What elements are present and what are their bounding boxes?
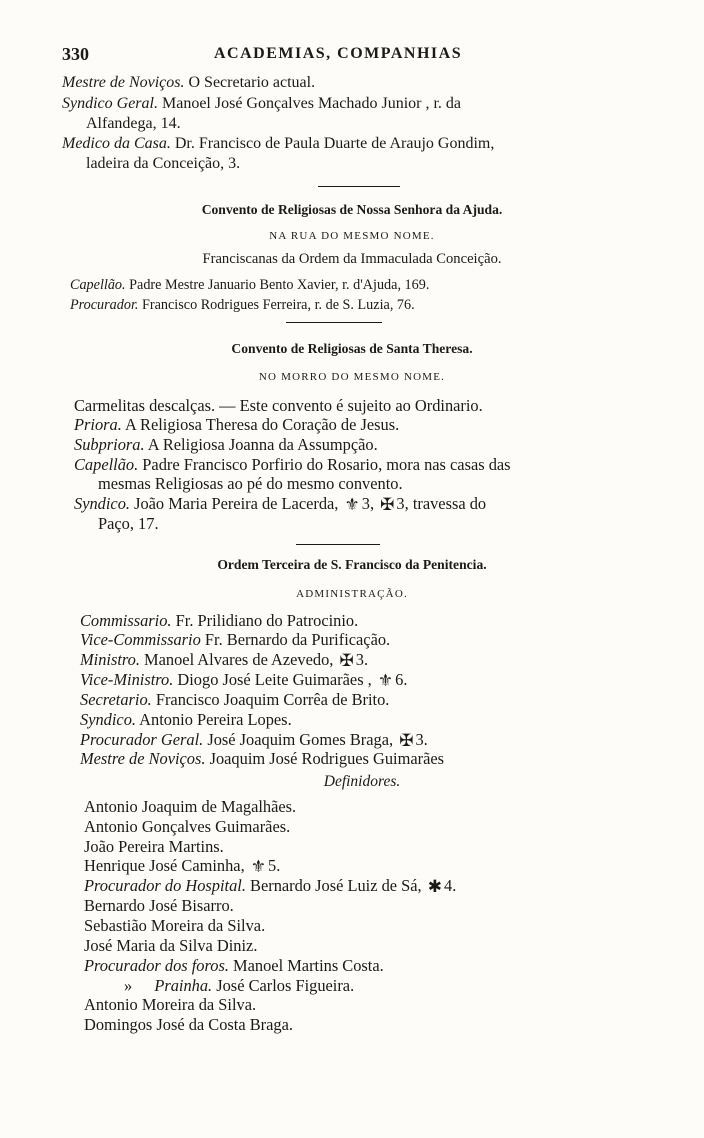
cross-icon: ✠ — [399, 731, 414, 750]
role-label: Medico da Casa. — [62, 135, 171, 152]
definidores-heading: Definidores. — [323, 773, 401, 790]
definidor-item: Domingos José da Costa Braga. — [84, 1015, 293, 1034]
entry-procurador-hospital — [84, 876, 456, 897]
entry-priora — [74, 415, 399, 435]
entry-medico-continued: ladeira da Conceição, 3. — [86, 155, 241, 172]
running-head — [62, 44, 632, 66]
section-subtitle-theresa: NO MORRO DO MESMO NOME. — [258, 371, 446, 383]
entry-ministro — [80, 650, 368, 671]
definidor-item: Antonio Joaquim de Magalhães. — [84, 797, 297, 816]
decoration-count: 3, — [396, 494, 409, 513]
entry-text: Francisco Rodrigues Ferreira, r. de S. Luzia, 76. — [138, 297, 415, 313]
decoration-count: 5. — [268, 856, 281, 875]
decoration-count: 4. — [444, 876, 457, 895]
definidor-item: João Pereira Martins. — [84, 837, 224, 856]
star-icon: ✱ — [427, 877, 442, 896]
entry-carmelitas: Carmelitas descalças. — Este convento é sujeito ao Ordinario. — [74, 396, 483, 415]
page-number: 330 — [62, 44, 89, 64]
entry-text: travessa do — [412, 494, 487, 513]
section-divider — [286, 322, 382, 323]
entry-syndico-ordem — [80, 710, 292, 730]
entry-capellao-theresa-continued: mesmas Religiosas ao pé do mesmo convento. — [98, 474, 403, 493]
entry-vice-ministro — [80, 670, 407, 691]
entry-text: A Religiosa Theresa do Coração de Jesus. — [121, 415, 400, 434]
medal-icon: ⚜ — [377, 671, 394, 690]
role-label: Syndico. — [80, 710, 136, 729]
section-subtitle-administracao: ADMINISTRAÇÃO. — [296, 588, 408, 600]
role-label: Ministro. — [80, 650, 140, 669]
entry-text: Dr. Francisco de Paula Duarte de Araujo Gondim, — [170, 135, 495, 152]
section-divider — [296, 544, 380, 545]
entry-capellao-theresa — [74, 455, 511, 475]
entry-text: Joaquim José Rodrigues Guimarães — [205, 749, 445, 768]
entry-vice-commissario — [80, 630, 390, 650]
decoration-count: 6. — [395, 670, 408, 689]
medal-icon: ⚜ — [344, 495, 360, 514]
entry-text: A Religiosa Joanna da Assumpção. — [144, 435, 378, 454]
role-label: Procurador Geral. — [80, 730, 204, 749]
section-subtitle-ajuda: NA RUA DO MESMO NOME. — [269, 230, 435, 242]
entry-capellao-ajuda — [70, 275, 429, 295]
definidor-item: Antonio Moreira da Silva. — [84, 995, 257, 1014]
role-label: Syndico Geral. — [62, 95, 158, 112]
entry-procurador-geral — [80, 730, 428, 751]
ditto-mark: » — [124, 976, 133, 995]
entry-mestre-novicos-ordem — [80, 749, 444, 769]
role-label: Vice-Commissario — [80, 630, 201, 649]
section-title-ordem-terceira: Ordem Terceira de S. Francisco da Penitencia. — [217, 557, 487, 572]
running-title: ACADEMIAS, COMPANHIAS — [214, 45, 463, 62]
entry-text: Bernardo José Luiz de Sá, — [245, 876, 422, 895]
decoration-count: 3. — [415, 730, 428, 749]
decoration-count: 3, — [361, 494, 375, 513]
role-label: Secretario. — [80, 690, 152, 709]
entry-text: Manoel Martins Costa. — [228, 956, 384, 975]
entry-text: José Joaquim Gomes Braga, — [203, 730, 394, 749]
role-label: Procurador. — [70, 297, 139, 313]
section-title-theresa: Convento de Religiosas de Santa Theresa. — [231, 341, 473, 356]
entry-text: Henrique José Caminha, — [84, 856, 245, 875]
entry-text: Fr. Prilidiano do Patrocinio. — [171, 611, 359, 630]
role-label: Commissario. — [80, 611, 172, 630]
entry-text: Padre Francisco Porfirio do Rosario, mora nas casas das — [138, 455, 511, 474]
role-label: Priora. — [74, 415, 122, 434]
role-label: Mestre de Noviços. — [62, 74, 185, 91]
role-label: Syndico. — [74, 494, 130, 513]
medal-icon: ⚜ — [250, 857, 267, 876]
entry-text: Padre Mestre Januario Bento Xavier, r. d'Ajuda, 169. — [125, 277, 430, 293]
entry-text: José Carlos Figueira. — [212, 976, 355, 995]
entry-procurador-prainha — [124, 976, 354, 996]
entry-medico-da-casa — [62, 134, 494, 154]
entry-syndico-geral — [62, 94, 461, 114]
entry-text: O Secretario actual. — [184, 74, 316, 91]
entry-mestre-novicos — [62, 73, 315, 93]
entry-text: Manoel Alvares de Azevedo, — [139, 650, 334, 669]
entry-text: Francisco Joaquim Corrêa de Brito. — [151, 690, 390, 709]
cross-icon: ✠ — [380, 495, 395, 514]
entry-procurador-foros — [84, 956, 384, 976]
definidor-item: Antonio Gonçalves Guimarães. — [84, 817, 291, 836]
role-label: Mestre de Noviços. — [80, 749, 206, 768]
entry-syndico-geral-continued: Alfandega, 14. — [86, 115, 181, 132]
entry-text: Diogo José Leite Guimarães , — [173, 670, 372, 689]
role-label: Capellão. — [74, 455, 139, 474]
role-label: Subpriora. — [74, 435, 145, 454]
entry-text: João Maria Pereira de Lacerda, — [129, 494, 339, 513]
order-name-ajuda: Franciscanas da Ordem da Immaculada Conceição. — [202, 251, 502, 267]
role-label: Procurador dos foros. — [84, 956, 229, 975]
role-label: Vice-Ministro. — [80, 670, 174, 689]
entry-text: Manoel José Gonçalves Machado Junior , r. da — [157, 95, 462, 112]
entry-commissario — [80, 611, 358, 631]
decoration-count: 3. — [355, 650, 369, 669]
definidor-item: José Maria da Silva Diniz. — [84, 936, 258, 955]
section-divider — [318, 186, 400, 187]
entry-text: Fr. Bernardo da Purificação. — [200, 630, 391, 649]
definidor-item: Bernardo José Bisarro. — [84, 896, 234, 915]
section-title-ajuda: Convento de Religiosas de Nossa Senhora da Ajuda. — [201, 202, 503, 217]
entry-secretario — [80, 690, 389, 710]
entry-subpriora — [74, 435, 378, 455]
role-label: Capellão. — [70, 277, 126, 293]
definidor-item — [84, 856, 280, 877]
definidor-item: Sebastião Moreira da Silva. — [84, 916, 266, 935]
entry-syndico-theresa-continued: Paço, 17. — [98, 514, 159, 533]
role-label: Procurador do Hospital. — [84, 876, 246, 895]
entry-procurador-ajuda — [70, 295, 415, 315]
entry-text: Antonio Pereira Lopes. — [135, 710, 292, 729]
cross-icon: ✠ — [339, 651, 354, 670]
entry-syndico-theresa — [74, 494, 486, 515]
role-label: Prainha. — [154, 976, 213, 995]
